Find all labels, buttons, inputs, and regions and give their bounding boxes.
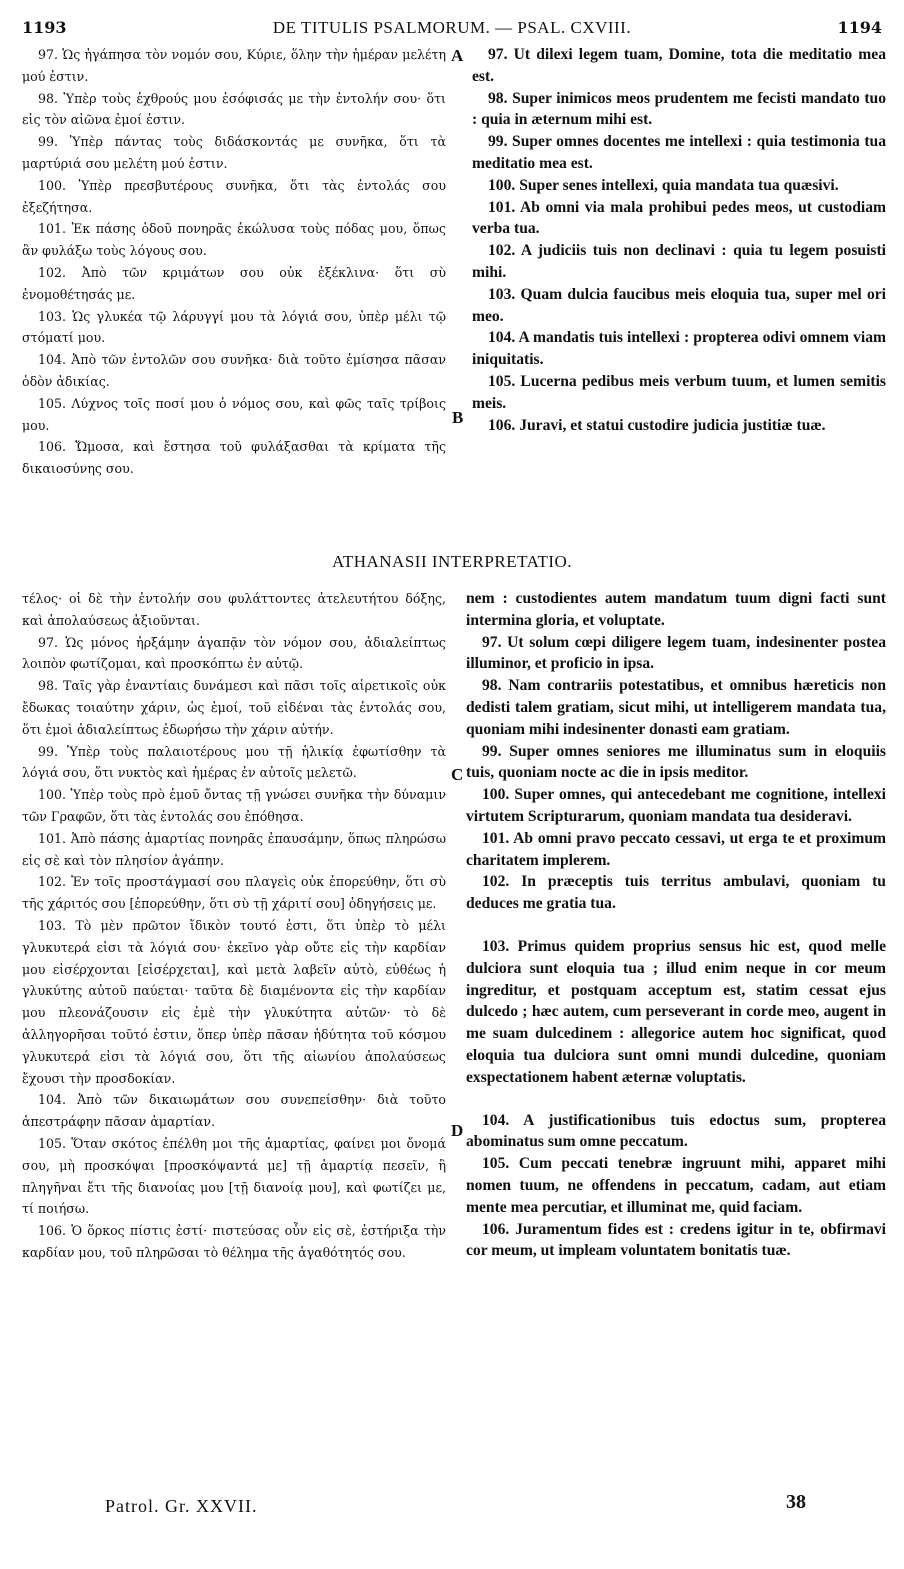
page-number-right: 1194 bbox=[837, 18, 882, 37]
greek-commentary-106: 106. Ὁ ὅρκος πίστις ἐστί· πιστεύσας οὖν εἰς σὲ, ἐστήριξα τὴν καρδίαν μου, τοῦ πληρῶσαι τὸ θέλημα τῆς ἀγαθότητός σου. bbox=[22, 1223, 446, 1260]
running-header bbox=[22, 18, 882, 40]
greek-commentary-101: 101. Ἀπὸ πάσης ἁμαρτίας πονηρᾶς ἐπαυσάμην, ὅπως πληρώσω εἰς σὲ καὶ τὸν πλησίον ἀγάπην. bbox=[22, 830, 446, 868]
latin-commentary-97: 97. Ut solum cœpi diligere legem tuam, indesinenter postea illuminor, et proficio in ipsa. bbox=[466, 633, 886, 673]
top-latin-column bbox=[472, 44, 886, 436]
margin-marker-d: D bbox=[451, 1121, 464, 1140]
latin-verse-99: 99. Super omnes docentes me intellexi : quia testimonia tua meditatio mea est. bbox=[472, 133, 886, 172]
greek-commentary-continuation: τέλος· οἱ δὲ τὴν ἐντολήν σου φυλάττοντες ἀτελευτήτου δόξης, καὶ ἀπολαύσεως ἀξιοῦνται. bbox=[22, 591, 446, 628]
latin-verse-100: 100. Super senes intellexi, quia mandata tua quæsivi. bbox=[488, 176, 839, 194]
latin-verse-106: 106. Juravi, et statui custodire judicia justitiæ tuæ. bbox=[488, 416, 826, 434]
greek-commentary-103: 103. Τὸ μὲν πρῶτον ἴδικὸν τουτό ἐστι, ὅτι ὑπὲρ τὸ μέλι γλυκυτερά εἰσι τὰ λόγιά σου· ἐκεῖνο γὰρ οὔτε εἰς τὴν καρδίαν μου εἰσέρχονται [εἰσέρχεται], καὶ μετὰ λαβεῖν αὐτὸ, εὐθέως ἡ γλυκύτης αὐτοῦ παύεται· ταῦτα δὲ διαμένοντα εἰς τὴν καρδίαν μου πλεονάζουσιν εἰς ἐμὲ τὴν γλυκύτητα αὐτῶν· τὸ δὲ ἀλληγορῆσαι τοῦτό ἐστιν, ὅπερ ὑπὲρ πᾶσαν ἡδύτητα τοῦ κόσμου γλυκυτερά εἰσι τὰ λόγιά σου, ὅτι τῆς αἰωνίου ἀπολαύσεως ἔχουσι τὴν προσδοκίαν. bbox=[22, 917, 446, 1086]
margin-marker-b: B bbox=[452, 408, 464, 427]
bottom-greek-column bbox=[22, 588, 446, 1264]
running-title: DE TITULIS PSALMORUM. — PSAL. CXVIII. bbox=[272, 18, 632, 37]
latin-commentary-98: 98. Nam contrariis potestatibus, et omnibus hæreticis non dedisti talem gratiam, sicut mihi, ut intelligerem mandata tua, quoniam mihi indesinenter donasti eam gratiam. bbox=[466, 677, 886, 738]
latin-commentary-103: 103. Primus quidem proprius sensus hic est, quod melle dulciora sunt eloquia tua ; illud enim neque in cor meum ingreditur, et postquam acceptum est, statim cessat ejus dulcedo ; hæc autem, cum perseverant in corde meo, augent in me suam dulcedinem : allegorice autem hoc significat, quod eloquia tua dulciora sunt omni mundi dulcedine, quoniam exspectationem habent æternæ voluptatis. bbox=[466, 937, 886, 1086]
margin-marker-c: C bbox=[451, 765, 464, 784]
greek-verse-99: 99. Ὑπὲρ πάντας τοὺς διδάσκοντάς με συνῆκα, ὅτι τὰ μαρτύριά σου μελέτη μού ἐστιν. bbox=[22, 134, 446, 171]
greek-verse-100: 100. Ὑπὲρ πρεσβυτέρους συνῆκα, ὅτι τὰς ἐντολάς σου ἐξεζήτησα. bbox=[22, 177, 446, 215]
greek-verse-104: 104. Ἀπὸ τῶν ἐντολῶν σου συνῆκα· διὰ τοῦτο ἐμίσησα πᾶσαν ὁδὸν ἀδικίας. bbox=[22, 352, 446, 389]
latin-commentary-105: 105. Cum peccati tenebræ ingruunt mihi, apparet mihi nomen tuum, ne offendens in peccatum, cadam, aut etiam mente mea percutiar, et illuminat me, quid faciam. bbox=[466, 1155, 886, 1216]
greek-verse-106: 106. Ὤμοσα, καὶ ἔστησα τοῦ φυλάξασθαι τὰ κρίματα τῆς δικαιοσύνης σου. bbox=[22, 439, 446, 477]
section-title: ATHANASII INTERPRETATIO. bbox=[331, 552, 573, 571]
latin-commentary-100: 100. Super omnes, qui antecedebant me cognitione, intellexi virtutem Scripturarum, quoniam mandata tua desideravi. bbox=[466, 786, 886, 825]
greek-verse-97: 97. Ὡς ἠγάπησα τὸν νομόν σου, Κύριε, ὅλην τὴν ἡμέραν μελέτη μού ἐστιν. bbox=[22, 47, 446, 84]
latin-verse-102: 102. A judiciis tuis non declinavi : quia tu legem posuisti mihi. bbox=[472, 242, 886, 281]
latin-commentary-99: 99. Super omnes seniores me illuminatus sum in eloquiis tuis, quoniam nocte ac die in ipsis meditor. bbox=[466, 742, 886, 782]
latin-verse-105: 105. Lucerna pedibus meis verbum tuum, et lumen semitis meis. bbox=[472, 372, 886, 412]
latin-verse-103: 103. Quam dulcia faucibus meis eloquia tua, super mel ori meo. bbox=[472, 285, 886, 325]
greek-verse-101: 101. Ἐκ πάσης ὁδοῦ πονηρᾶς ἐκώλυσα τοὺς πόδας μου, ὅπως ἂν φυλάξω τοὺς λόγους σου. bbox=[22, 221, 446, 259]
latin-commentary-101: 101. Ab omni pravo peccato cessavi, ut erga te et proximum charitatem implerem. bbox=[466, 829, 886, 869]
greek-verse-105: 105. Λύχνος τοῖς ποσί μου ὁ νόμος σου, καὶ φῶς ταῖς τρίβοις μου. bbox=[22, 395, 446, 433]
footer-signature: Patrol. Gr. XXVII. bbox=[105, 1496, 258, 1516]
latin-verse-97: 97. Ut dilexi legem tuam, Domine, tota die meditatio mea est. bbox=[472, 46, 886, 85]
greek-commentary-99: 99. Ὑπὲρ τοὺς παλαιοτέρους μου τῇ ἡλικίᾳ ἐφωτίσθην τὰ λόγιά σου, ὅτι νυκτὸς καὶ ἡμέρας ἐν αὐτοῖς μελετῶ. bbox=[22, 743, 446, 781]
margin-marker-a: A bbox=[451, 46, 464, 65]
page-number-left: 1193 bbox=[22, 18, 67, 37]
greek-verse-98: 98. Ὑπὲρ τοὺς ἐχθρούς μου ἐσόφισάς με τὴν ἐντολήν σου· ὅτι εἰς τὸν αἰῶνα ἐμοί ἐστιν. bbox=[22, 90, 446, 128]
greek-verse-102: 102. Ἀπὸ τῶν κριμάτων σου οὐκ ἐξέκλινα· ὅτι σὺ ἐνομοθέτησάς με. bbox=[22, 264, 446, 302]
greek-commentary-102: 102. Ἐν τοῖς προστάγμασί σου πλαγεὶς οὐκ ἐπορεύθην, ὅτι σὺ τῆς χάριτός σου [ἐπορεύθην, ὅτι σὺ τῇ χάριτί σου] ὁδηγήσεις με. bbox=[22, 874, 446, 912]
latin-commentary-104: 104. A justificationibus tuis edoctus sum, propterea abominatus sum omne peccatum. bbox=[466, 1111, 886, 1151]
latin-verse-101: 101. Ab omni via mala prohibui pedes meos, ut custodiam verba tua. bbox=[472, 198, 886, 238]
greek-commentary-98: 98. Ταῖς γὰρ ἐναντίαις δυνάμεσι καὶ πᾶσι τοῖς αἱρετικοῖς οὐκ ἔδωκας τοιαύτην χάριν, ὡς ἐμοί, τοῦ εἰδέναι τὰς ἐντολάς σου, ὅτι ἐμοὶ ἀδιαλείπτως ἐδωρήσω τὴν χάριν αὐτήν. bbox=[22, 678, 446, 737]
greek-verse-103: 103. Ὡς γλυκέα τῷ λάρυγγί μου τὰ λόγιά σου, ὑπὲρ μέλι τῷ στόματί μου. bbox=[22, 308, 446, 346]
greek-commentary-100: 100. Ὑπὲρ τοὺς πρὸ ἐμοῦ ὄντας τῇ γνώσει συνῆκα τὴν δύναμιν τῶν Γραφῶν, ὅτι τὰς ἐντολάς σου ἐπόθησα. bbox=[22, 787, 446, 824]
column-spacer bbox=[466, 1089, 886, 1110]
latin-verse-98: 98. Super inimicos meos prudentem me fecisti mandato tuo : quia in æternum mihi est. bbox=[472, 89, 886, 129]
latin-commentary-continuation: nem : custodientes autem mandatum tuum digni facti sunt intermina gloria, et voluptate. bbox=[466, 590, 886, 629]
column-spacer bbox=[466, 915, 886, 936]
greek-commentary-105: 105. Ὅταν σκότος ἐπέλθη μοι τῆς ἁμαρτίας, φαίνει μοι ὄνομά σου, μὴ προσκόψαι [προσκόψαντά με] τῇ ἁμαρτίᾳ πεσεῖν, ἢ πληγῆναι ἔτι τῆς διανοίας μου [τῇ διανοίᾳ μου], καὶ φωτίζει με, τί ποιήσω. bbox=[22, 1135, 446, 1217]
latin-commentary-106: 106. Juramentum fides est : credens igitur in te, obfirmavi cor meum, ut impleam voluntatem bonitatis tuæ. bbox=[466, 1220, 886, 1260]
top-greek-column bbox=[22, 44, 446, 480]
greek-commentary-97: 97. Ὡς μόνος ἠρξάμην ἀγαπᾷν τὸν νόμον σου, ἀδιαλείπτως λοιπὸν φωτίζομαι, καὶ προσκόπτω ἐν αὐτῷ. bbox=[22, 634, 446, 672]
bottom-latin-column bbox=[466, 588, 886, 1262]
footer-sheet-number: 38 bbox=[786, 1491, 806, 1513]
latin-verse-104: 104. A mandatis tuis intellexi : propterea odivi omnem viam iniquitatis. bbox=[472, 329, 886, 369]
latin-commentary-102: 102. In præceptis tuis territus ambulavi, quoniam tu deduces me gratia tua. bbox=[466, 873, 886, 913]
greek-commentary-104: 104. Ἀπὸ τῶν δικαιωμάτων σου συνεπείσθην· διὰ τοῦτο ἀπεστράφην πᾶσαν ἁμαρτίαν. bbox=[22, 1092, 446, 1130]
